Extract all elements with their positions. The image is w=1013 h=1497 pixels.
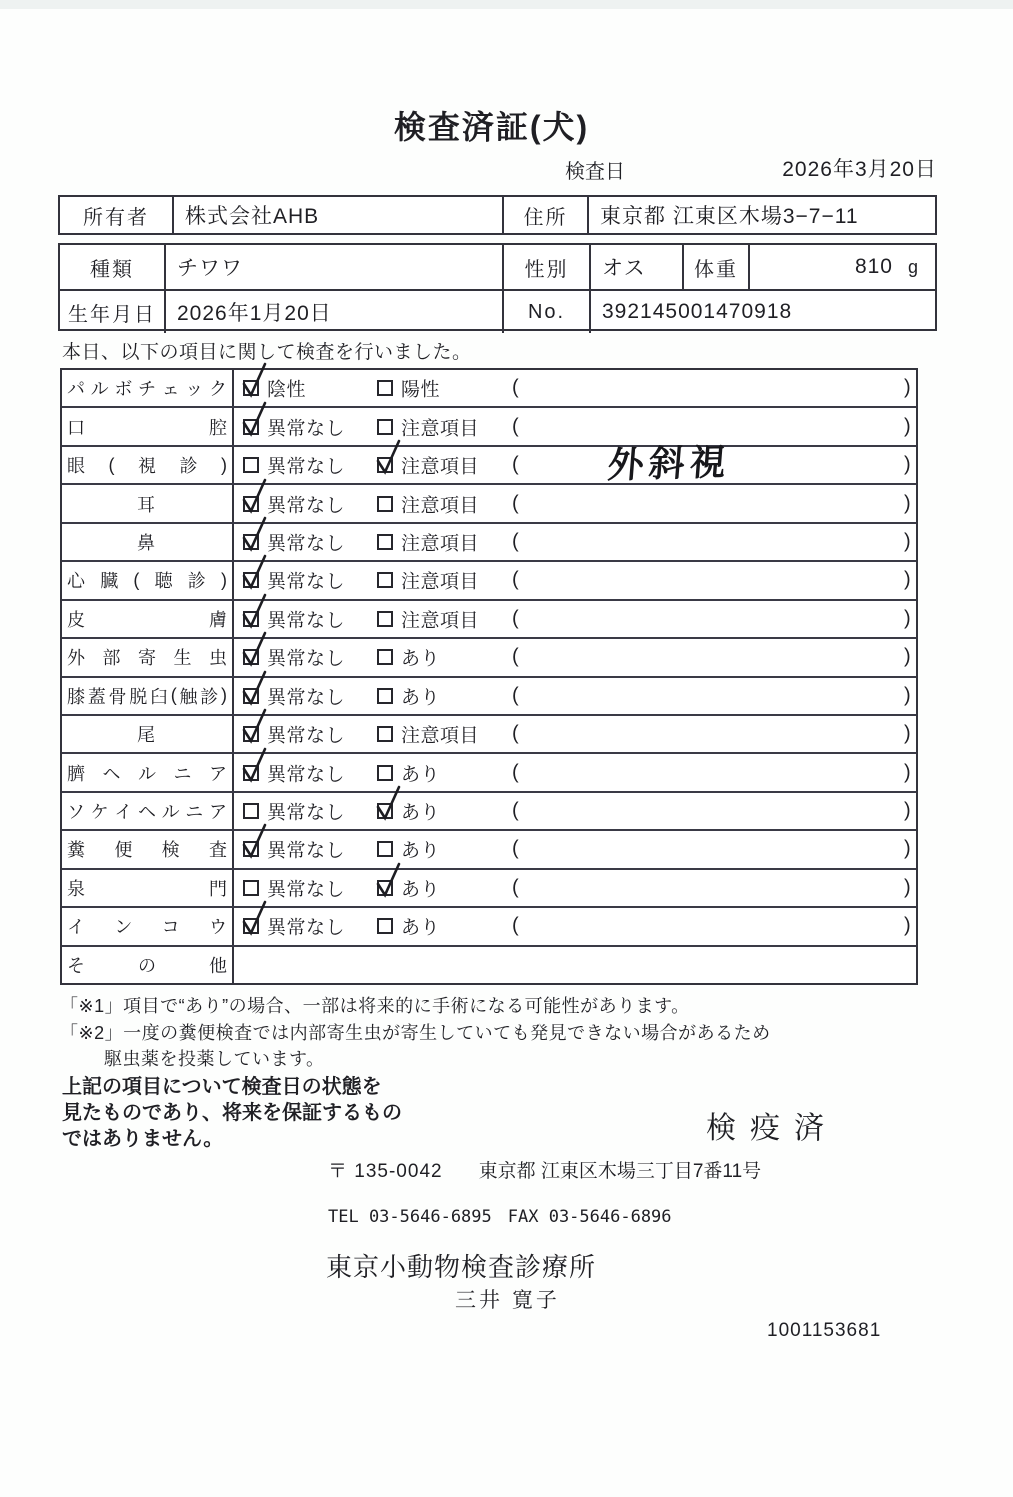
checklist-row-umbilical-hernia [62, 752, 916, 790]
checkbox [377, 765, 393, 781]
checkbox [243, 726, 259, 742]
owner-label: 所有者 [83, 206, 149, 229]
handwritten-remark: 外斜視 [606, 440, 733, 486]
row-options [236, 370, 916, 406]
option2-label: 注意項目 [401, 533, 480, 555]
row-label: 糞 便 検 査 [62, 831, 234, 867]
option2-label: あり [401, 687, 441, 709]
option1-label: 異常なし [267, 879, 346, 901]
checkbox [377, 380, 393, 396]
page-title: 検査済証(犬) [393, 109, 590, 145]
breed-value: チワワ [164, 245, 502, 289]
option1-label: 異常なし [267, 687, 346, 709]
row-label: イ ン コ ウ [62, 908, 234, 944]
disclaimer-line-1: 上記の項目について検査日の状態を [62, 1076, 382, 1098]
checkbox [377, 496, 393, 512]
checkbox [377, 457, 393, 473]
scan-edge [0, 0, 1013, 9]
paren-close: ) [904, 453, 911, 476]
handwritten-remark [608, 801, 908, 809]
option2-label: 注意項目 [401, 725, 480, 747]
checklist-row-tail [62, 714, 916, 752]
row-label: 泉 門 [62, 870, 234, 906]
row-label: 外 部 寄 生 虫 [62, 639, 234, 675]
option1-label: 異常なし [267, 610, 346, 632]
option1-label: 異常なし [267, 802, 346, 824]
info-row-2 [60, 289, 935, 333]
checkbox [377, 572, 393, 588]
address-label: 住所 [502, 197, 587, 233]
birth-value: 2026年1月20日 [164, 291, 502, 333]
paren-open: ( [512, 761, 519, 784]
checklist-row-fontanelle [62, 868, 916, 906]
handwritten-remark [608, 762, 908, 770]
veterinarian-name: 三井 寛子 [455, 1289, 560, 1312]
row-options [236, 908, 916, 944]
paren-open: ( [512, 837, 519, 860]
option2-label: 注意項目 [401, 418, 480, 440]
info-table [58, 243, 937, 331]
checkbox [377, 688, 393, 704]
row-options [236, 870, 916, 906]
row-options [236, 639, 916, 675]
disclaimer-line-2: 見たものであり、将来を保証するもの [62, 1102, 402, 1124]
paren-close: ) [904, 799, 911, 822]
disclaimer [62, 1074, 402, 1152]
row-options [236, 947, 916, 983]
paren-close: ) [904, 568, 911, 591]
owner-row [60, 197, 935, 233]
row-label: ソ ケ イ ヘ ル ニ ア [62, 793, 234, 829]
inspection-date-value: 2026年3月20日 [782, 158, 937, 181]
option1-label: 異常なし [267, 648, 346, 670]
paren-close: ) [904, 530, 911, 553]
handwritten-remark [608, 416, 908, 424]
checkbox [377, 880, 393, 896]
footnote-2-continued: 駆虫薬を投薬しています。 [104, 1049, 325, 1069]
inspection-date-label: 検査日 [565, 161, 625, 183]
checklist-row-ectoparasites [62, 637, 916, 675]
checkbox [377, 534, 393, 550]
option2-label: あり [401, 764, 441, 786]
checkbox [243, 457, 259, 473]
paren-close: ) [904, 914, 911, 937]
paren-open: ( [512, 645, 519, 668]
handwritten-remark [608, 916, 908, 924]
option2-label: あり [401, 802, 441, 824]
no-label: No. [502, 291, 589, 333]
paren-open: ( [512, 453, 519, 476]
weight-unit: g [907, 256, 919, 277]
option1-label: 陰性 [267, 379, 307, 401]
paren-close: ) [904, 761, 911, 784]
row-options [236, 831, 916, 867]
paren-close: ) [904, 722, 911, 745]
checkbox [243, 688, 259, 704]
paren-open: ( [512, 492, 519, 515]
checkbox [243, 841, 259, 857]
no-value: 392145001470918 [589, 291, 935, 333]
handwritten-remark [608, 647, 908, 655]
paren-open: ( [512, 914, 519, 937]
footnote-2: 「※2」一度の糞便検査では内部寄生虫が寄生していても発見できない場合があるため [60, 1023, 771, 1043]
option1-label: 異常なし [267, 840, 346, 862]
paren-close: ) [904, 837, 911, 860]
row-label: そ の 他 [62, 947, 234, 983]
weight-label: 体重 [682, 245, 748, 289]
row-options [236, 793, 916, 829]
paren-open: ( [512, 415, 519, 438]
checkbox [377, 611, 393, 627]
paren-open: ( [512, 607, 519, 630]
row-label: 眼 ( 視 診 ) [62, 447, 234, 483]
owner-value: 株式会社AHB [172, 197, 502, 233]
handwritten-remark [608, 570, 908, 578]
row-label: 口 腔 [62, 408, 234, 444]
paren-open: ( [512, 684, 519, 707]
row-options [236, 601, 916, 637]
row-options [236, 754, 916, 790]
breed-label: 種類 [90, 258, 134, 281]
footnote-1: 「※1」項目で“あり”の場合、一部は将来的に手術になる可能性があります。 [60, 996, 690, 1016]
checkbox [243, 496, 259, 512]
sex-label: 性別 [502, 245, 589, 289]
paren-close: ) [904, 684, 911, 707]
option2-label: あり [401, 917, 441, 939]
option1-label: 異常なし [267, 495, 346, 517]
checklist-row-other [62, 945, 916, 983]
checklist-row-eyes [62, 440, 916, 486]
row-label: 心 臓 ( 聴 診 ) [62, 562, 234, 598]
checklist-row-ears [62, 483, 916, 521]
quarantine-stamp: 検疫済 [706, 1112, 838, 1145]
option2-label: 注意項目 [401, 610, 480, 632]
option1-label: 異常なし [267, 533, 346, 555]
option2-label: あり [401, 879, 441, 901]
row-options [236, 716, 916, 752]
checkbox [243, 803, 259, 819]
check-mark-icon [241, 361, 268, 399]
checklist-row-fecal-exam [62, 829, 916, 867]
row-label: 尾 [62, 716, 234, 752]
handwritten-remark [608, 877, 908, 885]
postal-code: 〒 135-0042 [328, 1161, 443, 1182]
checklist-table [60, 368, 918, 985]
clinic-name: 東京小動物検査診療所 [326, 1252, 597, 1282]
paren-close: ) [904, 607, 911, 630]
checkbox [243, 918, 259, 934]
handwritten-remark [608, 724, 908, 732]
paren-close: ) [904, 645, 911, 668]
row-label: 耳 [62, 485, 234, 521]
clinic-phone-line [328, 1207, 672, 1227]
checkbox [377, 918, 393, 934]
row-options [236, 440, 916, 486]
option1-label: 異常なし [267, 456, 346, 478]
address-value: 東京都 江東区木場3−7−11 [587, 197, 935, 233]
checkbox [243, 611, 259, 627]
paren-open: ( [512, 799, 519, 822]
sex-value: オス [589, 245, 682, 289]
row-label: 膝 蓋 骨 脱 臼 ( 触 診 ) [62, 678, 234, 714]
handwritten-remark [608, 493, 908, 501]
handwritten-remark [608, 685, 908, 693]
option1-label: 異常なし [267, 725, 346, 747]
paren-close: ) [904, 492, 911, 515]
row-label: 鼻 [62, 524, 234, 560]
clinic-address: 東京都 江東区木場三丁目7番11号 [478, 1161, 762, 1182]
checkbox [377, 419, 393, 435]
birth-label: 生年月日 [68, 303, 156, 326]
option2-label: 注意項目 [401, 495, 480, 517]
checklist-row-nose [62, 522, 916, 560]
row-options [236, 485, 916, 521]
option1-label: 異常なし [267, 764, 346, 786]
handwritten-remark [608, 378, 908, 386]
owner-table [58, 195, 937, 235]
weight-value: 810 [854, 255, 893, 278]
checklist-row-parvo [62, 370, 916, 406]
option1-label: 異常なし [267, 917, 346, 939]
weight-cell [748, 245, 935, 289]
row-label: パ ル ボ チ ェ ッ ク [62, 370, 234, 406]
disclaimer-line-3: ではありません。 [62, 1128, 224, 1150]
checkbox [377, 649, 393, 665]
option2-label: あり [401, 648, 441, 670]
checkbox [243, 649, 259, 665]
option2-label: 陽性 [401, 379, 441, 401]
row-options [236, 678, 916, 714]
checkbox [243, 380, 259, 396]
checkbox [377, 841, 393, 857]
paren-open: ( [512, 876, 519, 899]
fax-number: FAX 03-5646-6896 [507, 1207, 672, 1227]
checkbox [243, 880, 259, 896]
option1-label: 異常なし [267, 418, 346, 440]
row-options [236, 524, 916, 560]
row-label: 皮 膚 [62, 601, 234, 637]
row-options [236, 562, 916, 598]
clinic-address-line [328, 1156, 761, 1183]
checkbox [243, 765, 259, 781]
paren-close: ) [904, 415, 911, 438]
info-row-1 [60, 245, 935, 289]
checkbox [377, 803, 393, 819]
option2-label: あり [401, 840, 441, 862]
option2-label: 注意項目 [401, 456, 480, 478]
checklist-row-inkou [62, 906, 916, 944]
checklist-row-heart [62, 560, 916, 598]
paren-close: ) [904, 876, 911, 899]
intro-text: 本日、以下の項目に関して検査を行いました。 [62, 342, 472, 363]
checkbox [243, 534, 259, 550]
row-label: 臍 ヘ ル ニ ア [62, 754, 234, 790]
paren-close: ) [904, 376, 911, 399]
checkbox [377, 726, 393, 742]
handwritten-remark [608, 839, 908, 847]
tel-number: TEL 03-5646-6895 [328, 1207, 492, 1227]
handwritten-remark [608, 608, 908, 616]
paren-open: ( [512, 568, 519, 591]
document-number: 1001153681 [767, 1320, 882, 1341]
paren-open: ( [512, 722, 519, 745]
checkbox [243, 572, 259, 588]
checklist-row-patella [62, 676, 916, 714]
checkbox [243, 419, 259, 435]
handwritten-remark [608, 531, 908, 539]
option2-label: 注意項目 [401, 571, 480, 593]
checklist-row-skin [62, 599, 916, 637]
option1-label: 異常なし [267, 571, 346, 593]
checklist-row-inguinal-hernia [62, 791, 916, 829]
paren-open: ( [512, 376, 519, 399]
paren-open: ( [512, 530, 519, 553]
